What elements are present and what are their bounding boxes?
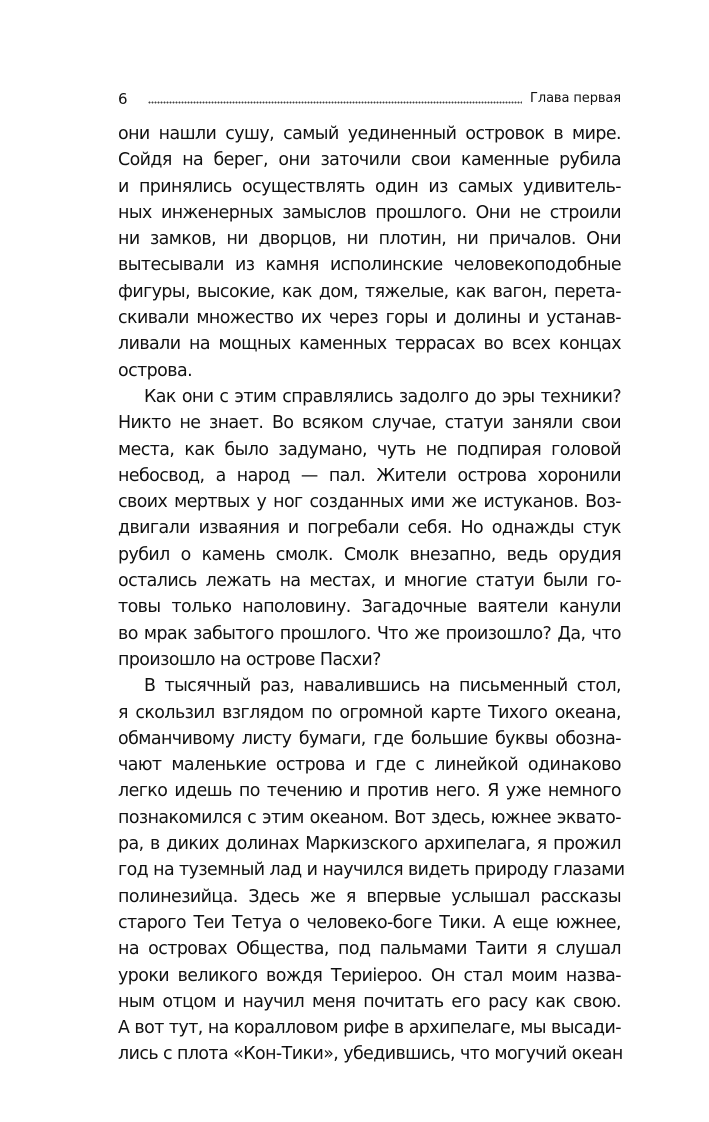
- text-line: произошло на острове Пасхи?: [118, 649, 381, 670]
- text-line: рубил о камень смолк. Смолк внезапно, ведь орудия: [118, 544, 621, 565]
- text-line: скивали множество их через горы и долины и устанав-: [118, 308, 621, 329]
- text-line: места, как было задумано, чуть не подпирая головой: [118, 439, 621, 460]
- text-line: ни замков, ни дворцов, ни плотин, ни причалов. Они: [118, 229, 621, 250]
- text-line: Никто не знает. Во всяком случае, статуи заняли свои: [118, 413, 621, 434]
- chapter-title: Глава первая: [530, 91, 621, 106]
- text-line: чают маленькие острова и где с линейкой одинаково: [118, 755, 621, 776]
- text-line: полинезийца. Здесь же я впервые услышал рассказы: [118, 886, 621, 907]
- text-line: старого Теи Тетуа о человеко-боге Тики. А еще южнее,: [118, 912, 621, 933]
- text-line: обманчивому листу бумаги, где большие буквы обозна-: [118, 728, 621, 749]
- text-line: ных инженерных замыслов прошлого. Они не строили: [118, 202, 621, 223]
- text-line: вытесывали из камня исполинские человекоподобные: [118, 255, 621, 276]
- text-line: ра, в диких долинах Маркизского архипелага, я прожил: [118, 834, 621, 855]
- paragraph: [118, 121, 621, 384]
- text-line: лись с плота «Кон-Тики», убедившись, что могучий океан: [118, 1044, 623, 1065]
- text-line: А вот тут, на коралловом рифе в архипелаге, мы высади-: [118, 1018, 621, 1039]
- text-line: и принялись осуществлять один из самых удивитель-: [118, 176, 621, 197]
- text-line: своих мертвых у ног созданных ими же истуканов. Воз-: [118, 492, 621, 513]
- running-head: [118, 86, 621, 108]
- text-line: фигуры, высокие, как дом, тяжелые, как вагон, перета-: [118, 281, 621, 302]
- text-line: я скользил взглядом по огромной карте Тихого океана,: [118, 702, 621, 723]
- text-line: острова.: [118, 360, 193, 381]
- text-line: год на туземный лад и научился видеть природу глазами: [118, 860, 625, 881]
- dotted-rule: [148, 101, 522, 104]
- text-line: познакомился с этим океаном. Вот здесь, южнее эквато-: [118, 807, 621, 828]
- body-text: [118, 121, 625, 1068]
- paragraph: [118, 384, 621, 673]
- text-line: на островах Общества, под пальмами Таити я слушал: [118, 939, 621, 960]
- text-line: товы только наполовину. Загадочные ваятели канули: [118, 597, 621, 618]
- text-line: небосвод, а народ — пал. Жители острова хоронили: [118, 465, 621, 486]
- text-line: они нашли сушу, самый уединенный островок в мире.: [118, 124, 621, 144]
- text-line: В тысячный раз, навалившись на письменный стол,: [144, 676, 621, 697]
- text-line: ным отцом и научил меня почитать его расу как свою.: [118, 991, 621, 1012]
- text-line: Сойдя на берег, они заточили свои каменные рубила: [118, 150, 621, 171]
- text-line: во мрак забытого прошлого. Что же произошло? Да, что: [118, 623, 621, 644]
- text-line: двигали изваяния и погребали себя. Но однажды стук: [118, 518, 621, 539]
- paragraph: [118, 673, 625, 1067]
- text-line: Как они с этим справлялись задолго до эры техники?: [144, 386, 621, 407]
- text-line: ливали на мощных каменных террасах во всех концах: [118, 334, 621, 355]
- page-number: 6: [118, 90, 128, 108]
- text-line: легко идешь по течению и против него. Я уже немного: [118, 781, 621, 802]
- text-line: уроки великого вождя Териieроо. Он стал моим назва-: [118, 965, 621, 986]
- text-line: остались лежать на местах, и многие статуи были го-: [118, 571, 621, 592]
